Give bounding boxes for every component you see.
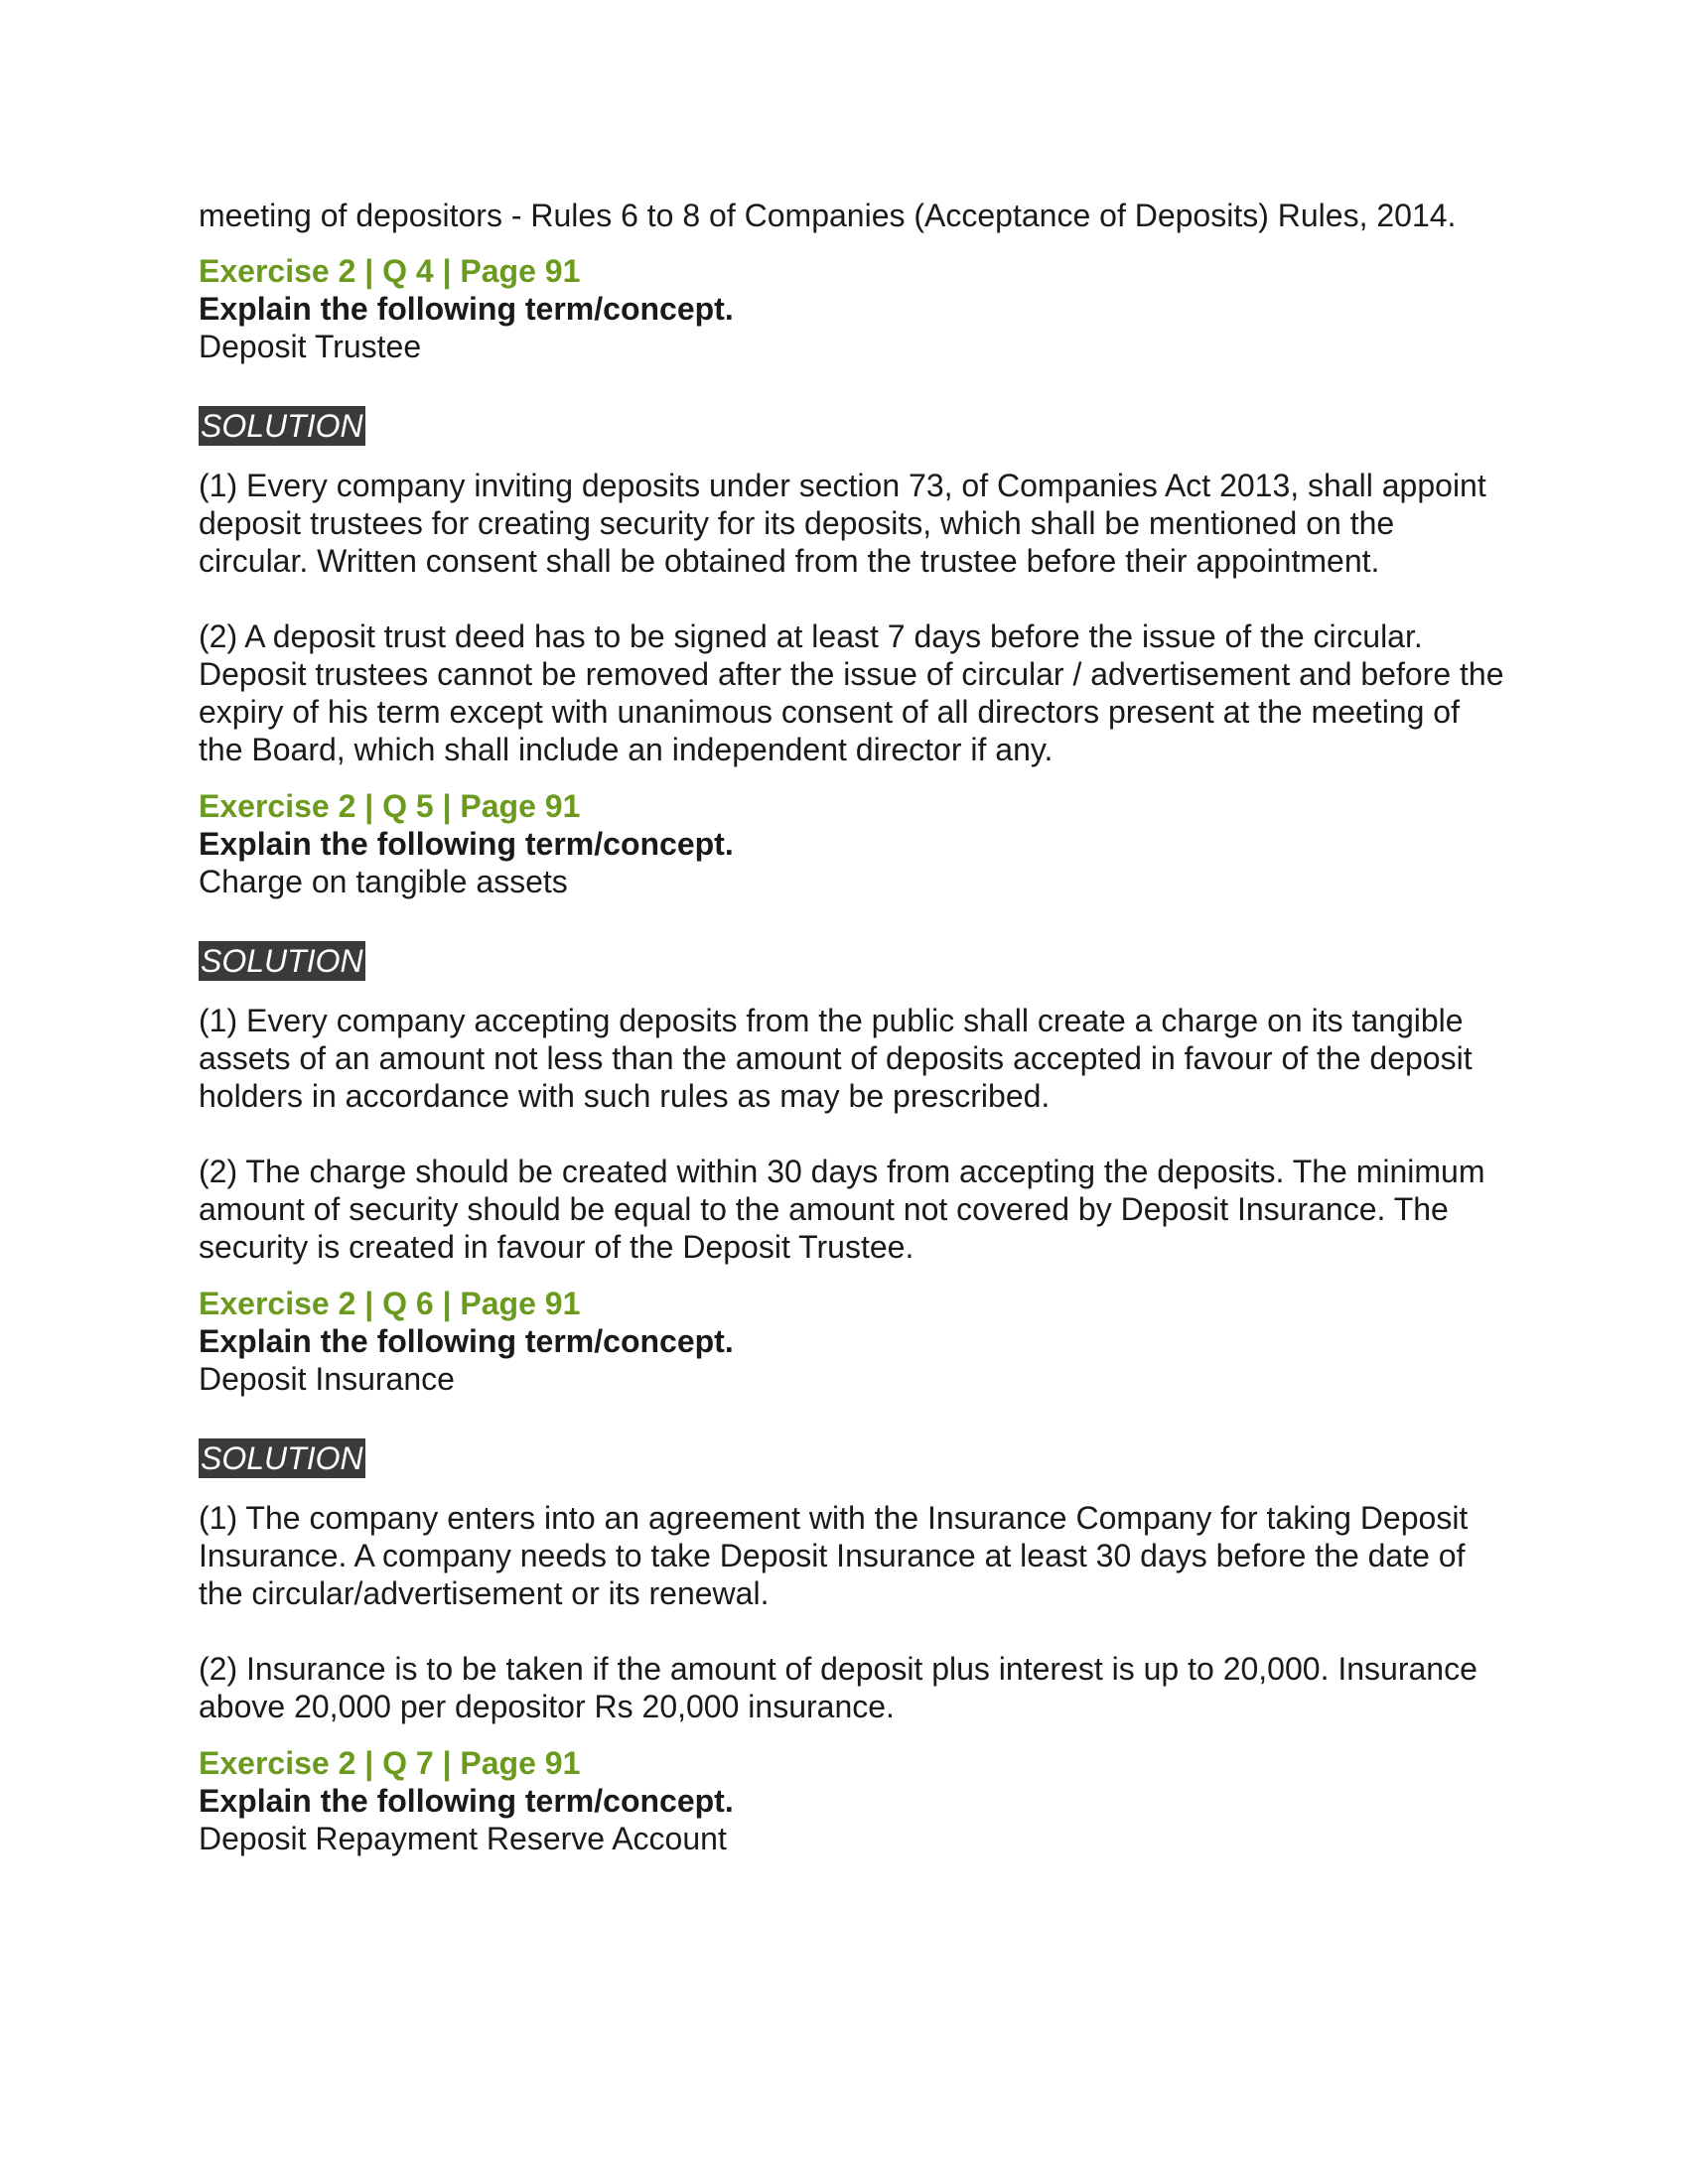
solution-label-wrap — [199, 1438, 1509, 1479]
solution-paragraph: (2) The charge should be created within 30 days from accepting the deposits. The minimum amount of security should be equal to the amount not covered by Deposit Insurance. The security is created in favour of the Deposit Trustee. — [199, 1154, 1485, 1265]
solution-body — [199, 1499, 1509, 1725]
question-text: Explain the following term/concept. — [199, 1323, 734, 1359]
exercise-heading: Exercise 2 | Q 4 | Page 91 — [199, 253, 581, 289]
solution-label: SOLUTION — [201, 943, 363, 979]
solution-body — [199, 1002, 1509, 1266]
exercise-section-q7 — [199, 1744, 1509, 1857]
intro-paragraph: meeting of depositors - Rules 6 to 8 of Companies (Acceptance of Deposits) Rules, 2014. — [199, 198, 1457, 233]
term-text: Charge on tangible assets — [199, 864, 568, 899]
exercise-section-q5 — [199, 787, 1509, 1266]
solution-body — [199, 467, 1509, 768]
document-page — [199, 197, 1509, 1857]
exercise-section-q4 — [199, 252, 1509, 768]
question-text: Explain the following term/concept. — [199, 291, 734, 327]
solution-paragraph: (2) A deposit trust deed has to be signed at least 7 days before the issue of the circular. Deposit trustees cannot be removed after the issue of circular / advertisement and before the expiry of his term except with unanimous consent of all directors present at the meeting of the Board, which shall include an independent director if any. — [199, 618, 1504, 767]
solution-paragraph: (1) Every company accepting deposits from the public shall create a charge on its tangible assets of an amount not less than the amount of deposits accepted in favour of the deposit holders in accordance with such rules as may be prescribed. — [199, 1003, 1473, 1114]
term-text: Deposit Repayment Reserve Account — [199, 1821, 727, 1856]
exercise-heading: Exercise 2 | Q 6 | Page 91 — [199, 1286, 581, 1321]
solution-paragraph: (1) Every company inviting deposits under section 73, of Companies Act 2013, shall appoint deposit trustees for creating security for its deposits, which shall be mentioned on the circular. Written consent shall be obtained from the trustee before their appointment. — [199, 468, 1486, 579]
exercise-heading: Exercise 2 | Q 7 | Page 91 — [199, 1745, 581, 1781]
exercise-heading: Exercise 2 | Q 5 | Page 91 — [199, 788, 581, 824]
solution-label: SOLUTION — [201, 408, 363, 444]
question-text: Explain the following term/concept. — [199, 1783, 734, 1819]
solution-label-wrap — [199, 406, 1509, 447]
solution-paragraph: (1) The company enters into an agreement with the Insurance Company for taking Deposit Insurance. A company needs to take Deposit Insurance at least 30 days before the date of the circular/advertisement or its renewal. — [199, 1500, 1469, 1611]
exercise-section-q6 — [199, 1285, 1509, 1725]
solution-label: SOLUTION — [201, 1440, 363, 1476]
term-text: Deposit Insurance — [199, 1361, 455, 1397]
term-text: Deposit Trustee — [199, 329, 422, 364]
solution-paragraph: (2) Insurance is to be taken if the amount of deposit plus interest is up to 20,000. Insurance above 20,000 per depositor Rs 20,000 insurance. — [199, 1651, 1477, 1724]
solution-label-wrap — [199, 941, 1509, 982]
question-text: Explain the following term/concept. — [199, 826, 734, 862]
